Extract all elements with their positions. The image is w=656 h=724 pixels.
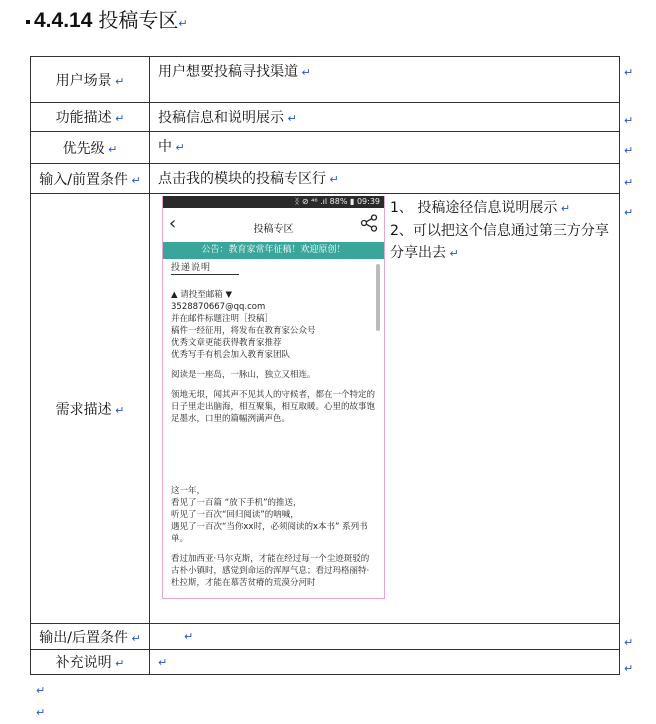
row-label: 功能描述 ↵ bbox=[31, 103, 150, 132]
paragraph-mark-icon: ↵ bbox=[624, 114, 634, 127]
article-body bbox=[163, 259, 384, 599]
requirement-item: 2、可以把这个信息通过第三方分享分享出去 ↵ bbox=[390, 223, 609, 261]
back-arrow-icon[interactable]: ‹ bbox=[169, 213, 177, 234]
paragraph-mark-icon: ↵ bbox=[624, 66, 634, 79]
submit-line: 优秀写手有机会加入教育家团队 bbox=[171, 350, 291, 360]
paragraph-mark-icon: ↵ bbox=[624, 206, 634, 219]
row-value[interactable]: 投稿信息和说明展示 ↵ bbox=[150, 103, 620, 132]
article-line: 看见了一百篇 “放下手机”的推送， bbox=[171, 498, 302, 508]
article-line: 听见了一百次“回归阅读”的呐喊， bbox=[171, 510, 299, 520]
article-paragraph: 阅读是一座岛，一脉山，独立又相连。 bbox=[171, 370, 316, 380]
submit-line: 优秀文章更能获得教育家推荐 bbox=[171, 338, 282, 348]
paragraph-mark-icon: ↵ bbox=[178, 17, 188, 30]
share-icon[interactable] bbox=[360, 214, 378, 235]
requirement-cell bbox=[150, 194, 619, 620]
section-title: 投稿专区 bbox=[98, 8, 179, 32]
status-bar: ᛝ ⊘ ⁴⁶ .ıl 88% ▮ 09:39 bbox=[163, 196, 384, 208]
article-line: 遇见了一百次“当你xx时，必须阅读的x本书” 系列书单。 bbox=[171, 522, 368, 544]
table-row bbox=[31, 57, 620, 103]
table-row bbox=[31, 194, 620, 624]
requirement-item: 1、 投稿途径信息说明展示 ↵ bbox=[390, 200, 571, 216]
submit-line: 稿件一经征用，将发布在教育家公众号 bbox=[171, 326, 316, 336]
row-label: 输入/前置条件 ↵ bbox=[31, 164, 150, 194]
heading-bullet bbox=[26, 20, 30, 24]
row-label: 优先级 ↵ bbox=[31, 132, 150, 164]
row-value[interactable]: 点击我的模块的投稿专区行 ↵ bbox=[150, 164, 620, 194]
row-label: 补充说明 ↵ bbox=[31, 650, 150, 675]
phone-screenshot bbox=[162, 196, 385, 599]
requirement-list bbox=[390, 194, 610, 265]
row-label: 输出/后置条件 ↵ bbox=[31, 624, 150, 650]
table-row bbox=[31, 650, 620, 675]
scrollbar[interactable] bbox=[376, 264, 380, 331]
app-title: 投稿专区 bbox=[253, 224, 294, 235]
paragraph-mark-icon: ↵ bbox=[36, 684, 46, 697]
table-row bbox=[31, 132, 620, 164]
submit-line: ▲ 请投至邮箱 ▼ bbox=[171, 290, 232, 300]
paragraph-mark-icon: ↵ bbox=[624, 662, 634, 675]
article-subtitle: 投递说明 bbox=[171, 262, 239, 275]
section-number: 4.4.14 bbox=[34, 9, 93, 32]
paragraph-mark-icon: ↵ bbox=[36, 706, 46, 719]
row-value[interactable]: 中 ↵ bbox=[150, 132, 620, 164]
article-paragraph: 看过加西亚·马尔克斯，才能在经过每一个尘迹斑驳的古朴小镇时，感觉到命运的浑厚气息；看过玛格丽特·杜拉斯，才能在慕苦贫瘠的荒漠分河时 bbox=[171, 554, 370, 588]
paragraph-mark-icon: ↵ bbox=[624, 176, 634, 189]
row-value[interactable]: ↵ bbox=[150, 650, 620, 675]
requirement-table bbox=[30, 56, 620, 675]
row-value[interactable] bbox=[150, 194, 620, 624]
article-line: 这一年， bbox=[171, 486, 206, 496]
row-label: 需求描述 ↵ bbox=[31, 194, 150, 624]
submit-line: 并在邮件标题注明［投稿］ bbox=[171, 314, 274, 324]
row-label: 用户场景 ↵ bbox=[31, 57, 150, 103]
table-row bbox=[31, 103, 620, 132]
app-header bbox=[163, 208, 384, 242]
table-row bbox=[31, 164, 620, 194]
paragraph-mark-icon: ↵ bbox=[624, 144, 634, 157]
row-value[interactable]: 用户想要投稿寻找渠道 ↵ bbox=[150, 57, 620, 103]
article-paragraph: 领地无垠，闻其声不见其人的守候者，都在一个特定的日子里走出脑海，相互聚集，相互取暖。心里的故事饱足墨水，口里的篇幅洌满声色。 bbox=[171, 390, 376, 424]
paragraph-mark-icon: ↵ bbox=[624, 636, 634, 649]
announcement-banner: 公告：教育家常年征稿！欢迎原创！ bbox=[163, 242, 384, 259]
email-address: 3528870667@qq.com bbox=[171, 302, 266, 312]
section-heading bbox=[26, 4, 188, 33]
table-row bbox=[31, 624, 620, 650]
row-value[interactable]: ↵ bbox=[150, 624, 620, 650]
